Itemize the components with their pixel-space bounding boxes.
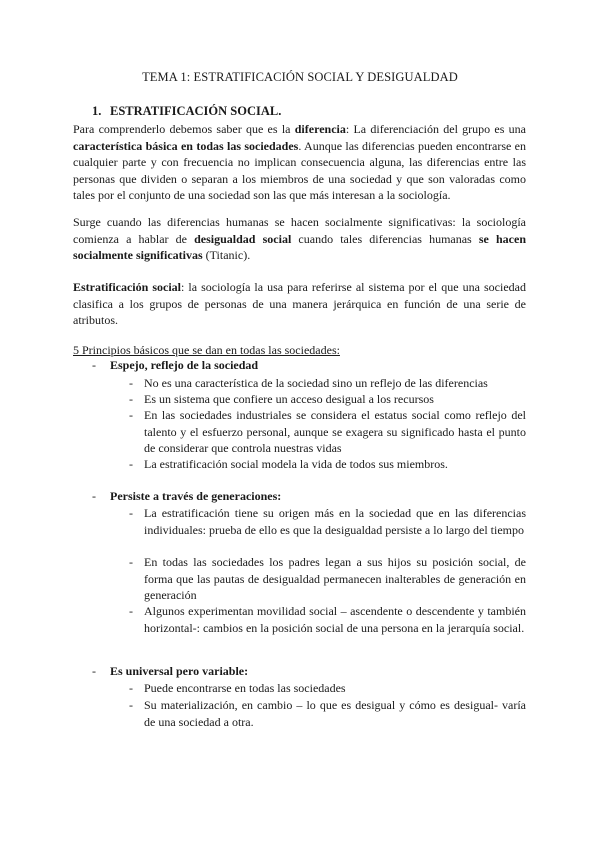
list-item-text: No es una característica de la sociedad sino un reflejo de las diferencias [144, 376, 488, 390]
dash-marker: - [129, 604, 133, 618]
dash-marker: - [129, 698, 133, 712]
dash-marker: - [129, 408, 133, 422]
dash-marker: - [129, 376, 133, 390]
list-item [129, 697, 526, 730]
text-run: cuando tales diferencias humanas [291, 231, 479, 246]
dash-marker: - [129, 555, 133, 569]
bold-term: diferencia [294, 122, 346, 136]
list-item-text: En las sociedades industriales se considera el estatus social como reflejo del talento y el esfuerzo personal, aunque se exagera su significado hasta el punto de considerar que controla nuestras vidas [144, 408, 526, 456]
principle-heading-text: Persiste a través de generaciones: [110, 489, 282, 503]
dash-marker: - [129, 506, 133, 520]
list-item [129, 391, 526, 408]
paragraph-desigualdad [73, 214, 526, 264]
dash-marker: - [129, 392, 133, 406]
list-item-text: La estratificación tiene su origen más en la sociedad que en las diferencias individuales: prueba de ello es que la desigualdad persiste a lo largo del tiempo [144, 506, 526, 537]
bold-term: Estratificación social [73, 280, 182, 294]
section-heading [92, 104, 281, 119]
list-item-text: Algunos experimentan movilidad social – ascendente o descendente y también horizontal-: cambios en la posición social de una persona en la jerarquía social. [144, 604, 526, 635]
paragraph-diferencia [73, 121, 526, 204]
principle-heading [92, 358, 258, 373]
list-item-text: Puede encontrarse en todas las sociedades [144, 681, 346, 695]
principles-heading: 5 Principios básicos que se dan en todas las sociedades: [73, 343, 340, 357]
section-heading-text: ESTRATIFICACIÓN SOCIAL. [110, 104, 282, 118]
list-item [129, 505, 526, 538]
dash-marker: - [92, 664, 96, 678]
list-item-text: Su materialización, en cambio – lo que es desigual y cómo es desigual- varía de una sociedad a otra. [144, 698, 526, 729]
list-item-text: La estratificación social modela la vida de todos sus miembros. [144, 457, 448, 471]
document-title: TEMA 1: ESTRATIFICACIÓN SOCIAL Y DESIGUALDAD [142, 70, 458, 84]
dash-marker: - [92, 358, 96, 372]
list-item [129, 456, 526, 473]
list-item [129, 554, 526, 604]
bold-term: característica básica en todas las sociedades [73, 138, 299, 153]
list-item [129, 680, 526, 697]
list-item-text: Es un sistema que confiere un acceso desigual a los recursos [144, 392, 434, 406]
principle-heading [92, 664, 248, 679]
list-item-text: En todas las sociedades los padres legan a sus hijos su posición social, de forma que las pautas de desigualdad permanecen inalterables de generación en generación [144, 555, 526, 603]
list-item [129, 407, 526, 457]
principle-heading-text: Es universal pero variable: [110, 664, 249, 678]
dash-marker: - [129, 457, 133, 471]
section-number: 1. [92, 104, 102, 118]
bold-term: se hacen socialmente significativas [73, 231, 527, 263]
text-run: . Aunque las diferencias pueden encontrarse en cualquier parte y con frecuencia no implican consecuencia alguna, las diferencias entre las personas que dividen o separan a los miembros de una sociedad y que son valoradas como tales por el conjunto de una sociedad son las que más interesan a la sociología. [73, 138, 526, 203]
bold-term: desigualdad social [194, 231, 292, 246]
text-run: Para comprenderlo debemos saber que es la [73, 122, 295, 136]
principle-heading-text: Espejo, reflejo de la sociedad [110, 358, 259, 372]
text-run: : la sociología la usa para referirse al sistema por el que una sociedad clasifica a los grupos de personas de una manera jerárquica en función de una serie de atributos. [73, 280, 526, 328]
dash-marker: - [92, 489, 96, 503]
dash-marker: - [129, 681, 133, 695]
text-run: (Titanic). [202, 248, 251, 263]
text-run: : La diferenciación del grupo es una [345, 122, 527, 136]
principle-heading [92, 489, 281, 504]
paragraph-estratificacion [73, 279, 526, 329]
text-run: Surge cuando las diferencias humanas se hacen socialmente significativas: la sociología comienza a hablar de [73, 215, 526, 246]
list-item [129, 603, 526, 636]
list-item [129, 375, 526, 392]
